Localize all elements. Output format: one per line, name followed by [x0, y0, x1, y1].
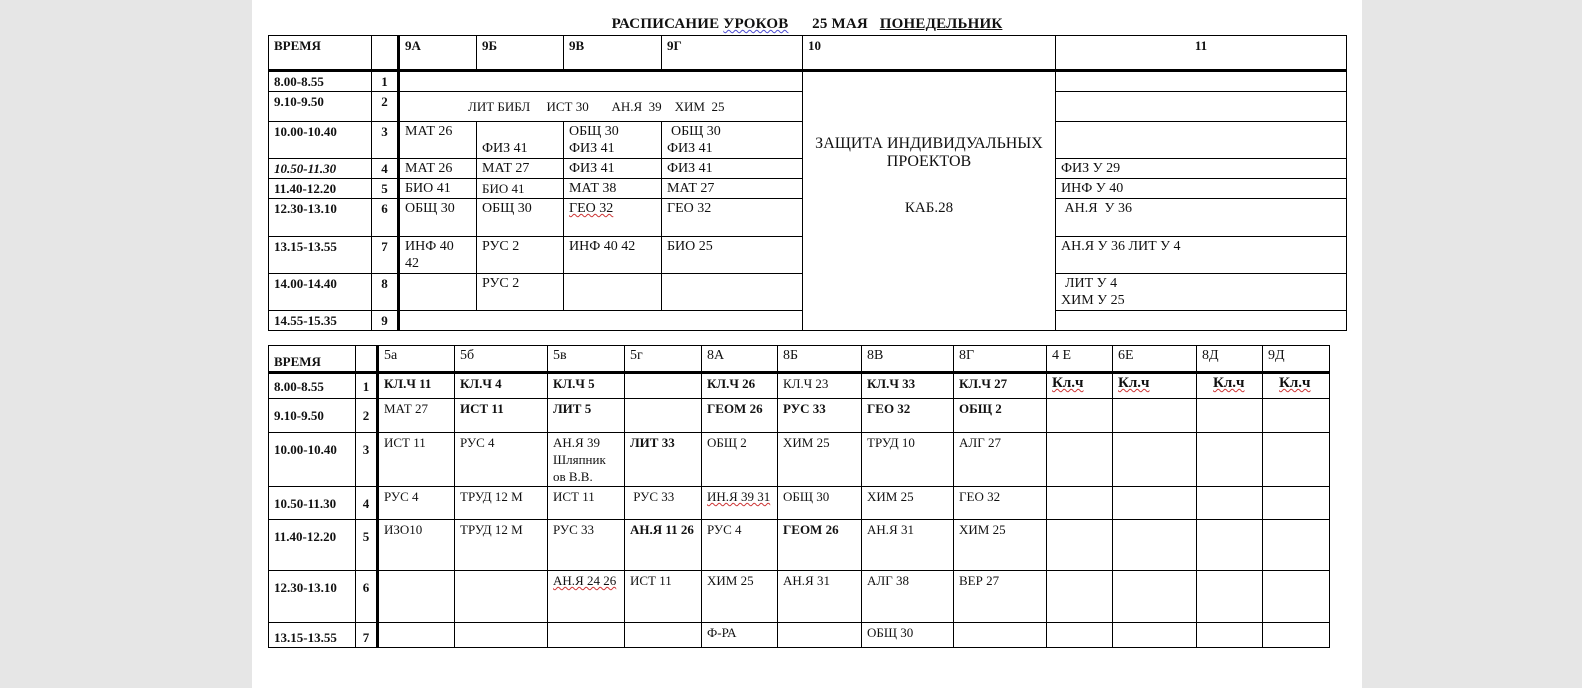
table-row	[269, 623, 1330, 648]
lesson-num: 3	[372, 122, 399, 159]
title-date: 25 МАЯ	[788, 16, 880, 32]
lesson-cell: МАТ 38	[564, 179, 662, 199]
lesson-cell: РУС 4	[702, 520, 778, 571]
lesson-num: 8	[372, 274, 399, 311]
lesson-cell: ЛИТ 5	[548, 399, 625, 433]
lesson-cell	[1263, 520, 1330, 571]
lesson-cell: ГЕОМ 26	[778, 520, 862, 571]
lesson-cell	[1056, 92, 1347, 122]
table-header-row	[269, 346, 1330, 373]
lesson-cell: БИО 41	[477, 179, 564, 199]
time-cell: 10.50-11.30	[269, 487, 356, 520]
lesson-cell	[1113, 487, 1197, 520]
time-cell: 8.00-8.55	[269, 373, 356, 399]
lesson-cell: ГЕО 32	[662, 199, 803, 237]
lesson-cell	[1056, 274, 1347, 311]
lesson-cell	[1197, 433, 1263, 487]
lesson-cell	[778, 623, 862, 648]
header-9d: 9Д	[1263, 346, 1330, 373]
lesson-cell: ХИМ 25	[778, 433, 862, 487]
col10-room: КАБ.28	[904, 200, 954, 216]
header-time: ВРЕМЯ	[269, 346, 356, 373]
lesson-cell	[625, 623, 702, 648]
lesson-cell: ИСТ 11	[625, 571, 702, 623]
lesson-cell: ТРУД 12 М	[455, 487, 548, 520]
lesson-cell: ТРУД 10	[862, 433, 954, 487]
lesson-cell: ХИМ 25	[954, 520, 1047, 571]
lesson-text: Кл.ч	[1052, 375, 1084, 391]
lesson-num: 1	[372, 71, 399, 92]
header-num	[356, 346, 378, 373]
lesson-cell	[1197, 520, 1263, 571]
lesson-cell	[662, 122, 803, 159]
lesson-cell: АЛГ 38	[862, 571, 954, 623]
lesson-cell	[1197, 373, 1263, 399]
lesson-cell: КЛ.Ч 33	[862, 373, 954, 399]
time-cell: 12.30-13.10	[269, 199, 372, 237]
header-num	[372, 36, 399, 71]
lesson-cell: РУС 4	[455, 433, 548, 487]
lesson-cell: ФИЗ 41	[477, 122, 564, 159]
lesson-cell	[625, 373, 702, 399]
lesson-cell	[1197, 399, 1263, 433]
lesson-cell	[1056, 122, 1347, 159]
time-cell: 14.00-14.40	[269, 274, 372, 311]
lesson-cell: БИО 25	[662, 237, 803, 274]
lesson-cell	[1263, 623, 1330, 648]
lesson-cell	[702, 487, 778, 520]
lesson-cell	[1113, 623, 1197, 648]
header-5b: 5б	[455, 346, 548, 373]
time-cell: 10.00-10.40	[269, 122, 372, 159]
lesson-text: Кл.ч	[1213, 375, 1245, 391]
col10-defense	[803, 71, 1056, 331]
time-cell: 10.00-10.40	[269, 433, 356, 487]
lesson-cell	[564, 199, 662, 237]
lesson-num: 9	[372, 311, 399, 331]
lesson-cell	[399, 71, 803, 92]
lesson-cell: ТРУД 12 М	[455, 520, 548, 571]
lesson-cell: ИЗО10	[378, 520, 455, 571]
lesson-num: 2	[356, 399, 378, 433]
lesson-cell	[1113, 373, 1197, 399]
lesson-cell	[399, 311, 803, 331]
lesson-cell: ФИЗ 41	[662, 159, 803, 179]
lesson-cell: ОБЩ 30	[862, 623, 954, 648]
title-text-lessons: УРОКОВ	[723, 16, 789, 32]
lesson-cell	[1113, 433, 1197, 487]
time-cell: 11.40-12.20	[269, 179, 372, 199]
lesson-text: Кл.ч	[1118, 375, 1150, 391]
lesson-cell	[455, 571, 548, 623]
lesson-cell	[1113, 399, 1197, 433]
lesson-cell	[564, 274, 662, 311]
lesson-num: 2	[372, 92, 399, 122]
lesson-cell	[1113, 520, 1197, 571]
lesson-cell: КЛ.Ч 27	[954, 373, 1047, 399]
lesson-cell: ФИЗ 41	[564, 159, 662, 179]
lesson-cell	[455, 623, 548, 648]
lesson-cell	[1197, 623, 1263, 648]
schedule-table-senior	[268, 35, 1347, 331]
lesson-text: Кл.ч	[1279, 375, 1311, 391]
lesson-num: 4	[356, 487, 378, 520]
lesson-cell: МАТ 27	[477, 159, 564, 179]
lesson-line: ХИМ У 25	[1061, 293, 1125, 308]
lesson-cell: КЛ.Ч 11	[378, 373, 455, 399]
lesson-cell	[662, 274, 803, 311]
lesson-cell: ХИМ 25	[862, 487, 954, 520]
lesson-cell	[399, 274, 477, 311]
lesson-cell: ОБЩ 30	[778, 487, 862, 520]
lesson-cell	[548, 623, 625, 648]
lesson-cell	[1113, 571, 1197, 623]
lesson-cell: ЛИТ 33	[625, 433, 702, 487]
lesson-cell: КЛ.Ч 26	[702, 373, 778, 399]
lesson-cell: ОБЩ 2	[702, 433, 778, 487]
table-row	[269, 71, 1347, 92]
header-10: 10	[803, 36, 1056, 71]
schedule-table-junior	[268, 345, 1330, 648]
lesson-cell: АЛГ 27	[954, 433, 1047, 487]
lesson-cell: ОБЩ 2	[954, 399, 1047, 433]
header-8b: 8Б	[778, 346, 862, 373]
header-9a: 9А	[399, 36, 477, 71]
lesson-cell	[1263, 487, 1330, 520]
header-4e: 4 Е	[1047, 346, 1113, 373]
time-cell: 13.15-13.55	[269, 237, 372, 274]
lesson-cell: ИСТ 11	[378, 433, 455, 487]
lesson-cell: ОБЩ 30	[399, 199, 477, 237]
lesson-text: ГЕО 32	[569, 201, 614, 216]
lesson-text: ИН.Я 39 31	[707, 489, 771, 504]
lesson-cell: ВЕР 27	[954, 571, 1047, 623]
lesson-cell	[1263, 399, 1330, 433]
lesson-cell: ИНФ У 40	[1056, 179, 1347, 199]
title-weekday: ПОНЕДЕЛЬНИК	[879, 16, 1003, 32]
lesson-cell: КЛ.Ч 23	[778, 373, 862, 399]
lesson-cell: РУС 2	[477, 237, 564, 274]
lesson-cell: ГЕОМ 26	[702, 399, 778, 433]
header-9g: 9Г	[662, 36, 803, 71]
lesson-cell	[625, 399, 702, 433]
header-6e: 6Е	[1113, 346, 1197, 373]
lesson-cell: МАТ 27	[378, 399, 455, 433]
lesson-cell: БИО 41	[399, 179, 477, 199]
title-text: РАСПИСАНИЕ	[611, 16, 724, 32]
lesson-cell: КЛ.Ч 5	[548, 373, 625, 399]
lesson-cell: МАТ 27	[662, 179, 803, 199]
lesson-cell: АН.Я 31	[778, 571, 862, 623]
lesson-cell: МАТ 26	[399, 159, 477, 179]
lesson-cell	[1263, 373, 1330, 399]
time-cell: 12.30-13.10	[269, 571, 356, 623]
table-row	[269, 571, 1330, 623]
lesson-cell: РУС 33	[548, 520, 625, 571]
lesson-cell	[1263, 571, 1330, 623]
lesson-line: ОБЩ 30	[671, 124, 721, 139]
lesson-cell: ГЕО 32	[954, 487, 1047, 520]
lesson-line: ФИЗ 41	[667, 141, 713, 156]
lesson-cell	[548, 571, 625, 623]
time-cell: 9.10-9.50	[269, 92, 372, 122]
lesson-cell: АН.Я 11 26	[625, 520, 702, 571]
header-8v: 8В	[862, 346, 954, 373]
lesson-cell: АН.Я 39 Шляпник ов В.В.	[548, 433, 625, 487]
table-header-row	[269, 36, 1347, 71]
lesson-cell: АН.Я У 36 ЛИТ У 4	[1056, 237, 1347, 274]
lesson-cell	[1056, 311, 1347, 331]
lesson-num: 5	[356, 520, 378, 571]
header-8g: 8Г	[954, 346, 1047, 373]
lesson-num: 3	[356, 433, 378, 487]
lesson-cell: АН.Я У 36	[1056, 199, 1347, 237]
lesson-cell	[378, 571, 455, 623]
time-cell: 11.40-12.20	[269, 520, 356, 571]
lesson-cell: РУС 33	[625, 487, 702, 520]
lesson-cell	[1047, 571, 1113, 623]
lesson-cell: КЛ.Ч 4	[455, 373, 548, 399]
lesson-cell: АН.Я 31	[862, 520, 954, 571]
page-title	[252, 16, 1362, 33]
header-5a: 5а	[378, 346, 455, 373]
lesson-cell: ИНФ 40 42	[399, 237, 477, 274]
lesson-cell: РУС 4	[378, 487, 455, 520]
lesson-cell	[954, 623, 1047, 648]
table-row	[269, 520, 1330, 571]
lesson-cell	[1047, 487, 1113, 520]
lesson-cell	[378, 623, 455, 648]
lesson-cell	[1047, 433, 1113, 487]
time-cell: 14.55-15.35	[269, 311, 372, 331]
lesson-cell: РУС 2	[477, 274, 564, 311]
lesson-line: ЛИТ У 4	[1065, 276, 1118, 291]
lesson-cell: ИСТ 11	[455, 399, 548, 433]
lesson-num: 7	[372, 237, 399, 274]
lesson-num: 6	[356, 571, 378, 623]
lesson-cell	[1047, 623, 1113, 648]
header-8d: 8Д	[1197, 346, 1263, 373]
header-time: ВРЕМЯ	[269, 36, 372, 71]
time-cell: 9.10-9.50	[269, 399, 356, 433]
time-cell: 13.15-13.55	[269, 623, 356, 648]
table-row	[269, 399, 1330, 433]
header-8a: 8А	[702, 346, 778, 373]
header-9b: 9Б	[477, 36, 564, 71]
lesson-num: 1	[356, 373, 378, 399]
lesson-cell: ОБЩ 30	[477, 199, 564, 237]
lesson-cell: ГЕО 32	[862, 399, 954, 433]
lesson-cell: ФИЗ У 29	[1056, 159, 1347, 179]
lesson-num: 5	[372, 179, 399, 199]
header-5v: 5в	[548, 346, 625, 373]
lesson-cell	[1047, 373, 1113, 399]
table-row	[269, 487, 1330, 520]
lesson-cell: РУС 33	[778, 399, 862, 433]
lesson-cell: ХИМ 25	[702, 571, 778, 623]
lesson-cell	[1263, 433, 1330, 487]
lesson-cell-merged: ЛИТ БИБЛ ИСТ 30 АН.Я 39 ХИМ 25	[399, 92, 803, 122]
lesson-cell: ИСТ 11	[548, 487, 625, 520]
lesson-num: 4	[372, 159, 399, 179]
table-row	[269, 373, 1330, 399]
lesson-line: ОБЩ 30	[569, 124, 619, 139]
lesson-cell: ИНФ 40 42	[564, 237, 662, 274]
lesson-cell	[1056, 71, 1347, 92]
header-5g: 5г	[625, 346, 702, 373]
lesson-cell	[1047, 520, 1113, 571]
lesson-line: ФИЗ 41	[569, 141, 615, 156]
lesson-cell: Ф-РА	[702, 623, 778, 648]
lesson-text: АН.Я 24 26	[553, 573, 617, 588]
lesson-num: 7	[356, 623, 378, 648]
lesson-cell: МАТ 26	[399, 122, 477, 159]
col10-defense-title: ЗАЩИТА ИНДИВИДУАЛЬНЫХ ПРОЕКТОВ	[815, 135, 1043, 170]
time-cell: 10.50-11.30	[269, 159, 372, 179]
time-cell: 8.00-8.55	[269, 71, 372, 92]
lesson-cell	[1197, 487, 1263, 520]
lesson-cell	[1197, 571, 1263, 623]
lesson-num: 6	[372, 199, 399, 237]
table-row	[269, 433, 1330, 487]
header-11: 11	[1056, 36, 1347, 71]
header-9v: 9В	[564, 36, 662, 71]
lesson-cell	[1047, 399, 1113, 433]
lesson-cell	[564, 122, 662, 159]
